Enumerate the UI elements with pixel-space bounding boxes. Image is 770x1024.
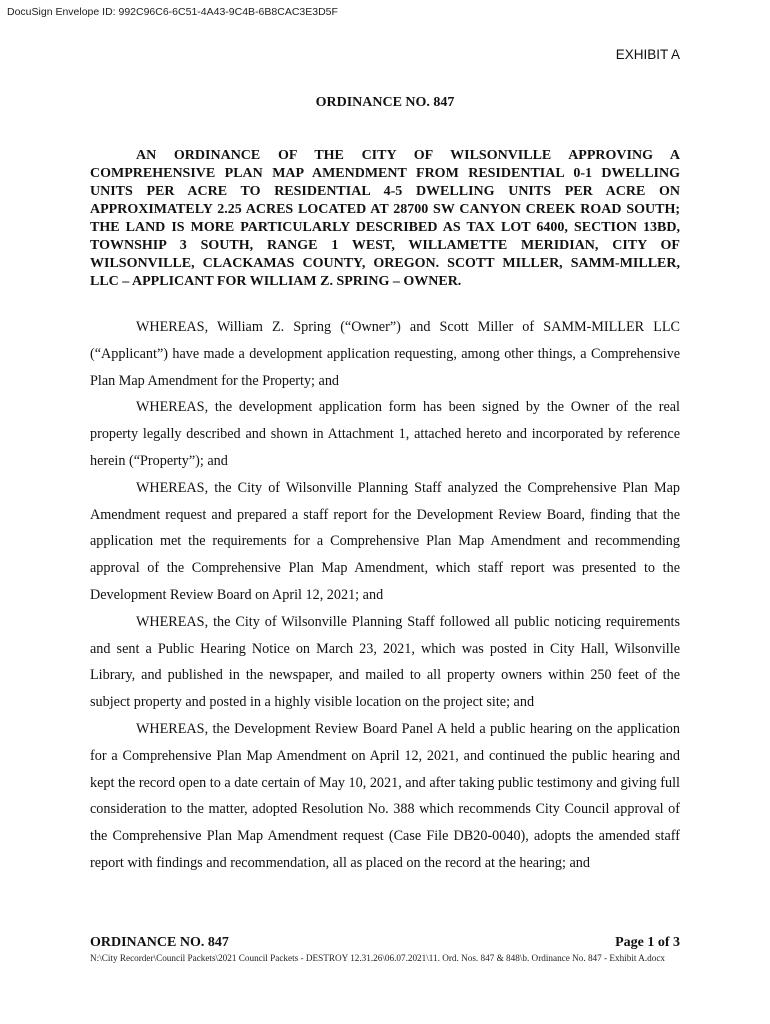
- whereas-paragraph-1: WHEREAS, William Z. Spring (“Owner”) and Scott Miller of SAMM-MILLER LLC (“Applicant”) have made a development application requesting, among other things, a Comprehensive Plan Map Amendment for the Property; and: [90, 319, 680, 389]
- ordinance-body: [90, 314, 680, 877]
- whereas-paragraph-5: WHEREAS, the Development Review Board Panel A held a public hearing on the application for a Comprehensive Plan Map Amendment on April 12, 2021, and continued the public hearing and kept the record open to a date certain of May 10, 2021, and after taking public testimony and giving full consideration to the matter, adopted Resolution No. 388 which recommends City Council approval of the Comprehensive Plan Map Amendment request (Case File DB20-0040), adopts the amended staff report with findings and recommendation, all as placed on the record at the hearing; and: [90, 720, 680, 871]
- footer-file-path: N:\City Recorder\Council Packets\2021 Council Packets - DESTROY 12.31.26\06.07.2021\11. Ord. Nos. 847 & 848\b. Ordinance No. 847 - Exhibit A.docx: [90, 953, 666, 963]
- exhibit-label: EXHIBIT A: [615, 47, 680, 62]
- footer-row: [90, 935, 680, 951]
- ordinance-number-heading: ORDINANCE NO. 847: [315, 95, 455, 110]
- footer-ordinance-number: ORDINANCE NO. 847: [90, 935, 229, 950]
- docusign-envelope-id: DocuSign Envelope ID: 992C96C6-6C51-4A43-9C4B-6B8CAC3E3D5F: [7, 6, 338, 18]
- whereas-paragraph-3: WHEREAS, the City of Wilsonville Planning Staff analyzed the Comprehensive Plan Map Amendment request and prepared a staff report for the Development Review Board, finding that the application met the requirements for a Comprehensive Plan Map Amendment and recommending approval of the Comprehensive Plan Map Amendment, which staff report was presented to the Development Review Board on April 12, 2021; and: [90, 479, 680, 603]
- whereas-paragraph-2: WHEREAS, the development application form has been signed by the Owner of the real property legally described and shown in Attachment 1, attached hereto and incorporated by reference herein (“Property”); and: [90, 399, 680, 469]
- whereas-paragraph-4: WHEREAS, the City of Wilsonville Planning Staff followed all public noticing requirements and sent a Public Hearing Notice on March 23, 2021, which was posted in City Hall, Wilsonville Library, and published in the newspaper, and mailed to all property owners within 250 feet of the subject property and posted in a highly visible location on the project site; and: [90, 613, 680, 711]
- page-footer: [90, 935, 680, 964]
- ordinance-title: AN ORDINANCE OF THE CITY OF WILSONVILLE APPROVING A COMPREHENSIVE PLAN MAP AMENDMENT FROM RESIDENTIAL 0-1 DWELLING UNITS PER ACRE TO RESIDENTIAL 4-5 DWELLING UNITS PER ACRE ON APPROXIMATELY 2.25 ACRES LOCATED AT 28700 SW CANYON CREEK ROAD SOUTH; THE LAND IS MORE PARTICULARLY DESCRIBED AS TAX LOT 6400, SECTION 13BD, TOWNSHIP 3 SOUTH, RANGE 1 WEST, WILLAMETTE MERIDIAN, CITY OF WILSONVILLE, CLACKAMAS COUNTY, OREGON. SCOTT MILLER, SAMM-MILLER, LLC – APPLICANT FOR WILLIAM Z. SPRING – OWNER.: [90, 148, 680, 289]
- footer-page-number: Page 1 of 3: [615, 935, 680, 950]
